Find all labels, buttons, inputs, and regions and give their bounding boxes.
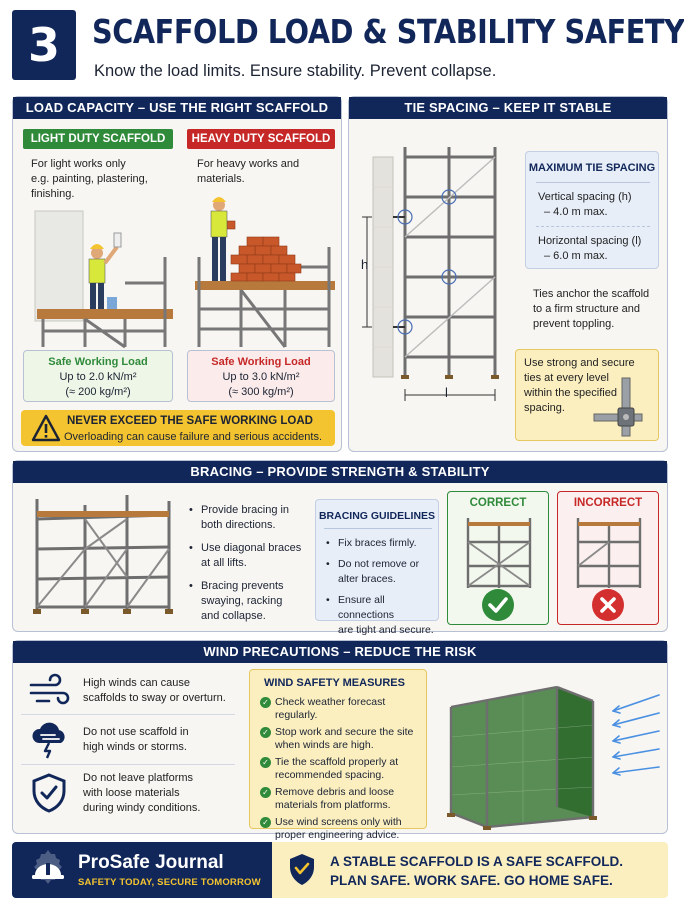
vertical-spacing: Vertical spacing (h) – 4.0 m max. [538,191,632,218]
footer-brand-name: ProSafe Journal [78,852,224,873]
footer-message [272,842,668,898]
guideline-1: • Fix braces firmly. [326,536,438,551]
section-number-badge: 3 [12,10,76,80]
check-icon: ✓ [260,697,271,708]
page-subtitle: Know the load limits. Ensure stability. Prevent collapse. [94,62,497,80]
wind-measure-5: ✓ Use wind screens only with proper engineering advice. [260,816,424,842]
heavy-duty-description: For heavy works and materials. [197,158,300,185]
shield-badge-icon [288,853,316,887]
coupler-clamp-icon [592,376,656,438]
warning-title: NEVER EXCEED THE SAFE WORKING LOAD [67,415,313,427]
tie-spacing-panel [348,96,668,452]
horizontal-spacing: Horizontal spacing (l) – 6.0 m max. [538,235,642,262]
tie-spacing-heading: TIE SPACING – KEEP IT STABLE [349,97,667,119]
wind-safety-measures-box [249,669,427,841]
light-duty-scaffold-illustration [25,197,175,347]
check-icon: ✓ [260,757,271,768]
incorrect-scaffold-illustration [572,514,646,590]
maximum-tie-spacing-box [525,151,659,269]
bracing-heading: BRACING – PROVIDE STRENGTH & STABILITY [13,461,667,483]
shield-check-icon [31,773,67,813]
bracing-bullets [189,503,315,632]
heavy-duty-tag: HEAVY DUTY SCAFFOLD [187,129,335,149]
check-icon: ✓ [260,787,271,798]
wind-item-1: High winds can cause scaffolds to sway or overturn. [21,671,235,715]
braced-scaffold-illustration [27,489,179,619]
bracing-bullet-2: • Use diagonal braces at all lifts. [189,541,315,571]
wind-screened-scaffold-illustration [437,667,663,833]
bracing-bullet-3: • Bracing prevents swaying, racking and collapse. [189,579,315,624]
header [0,0,684,92]
tie-anchor-text: Ties anchor the scaffold to a firm structure and prevent toppling. [533,288,650,330]
tie-tip-box: Use strong and secure ties at every level within the specified spacing. [515,349,659,441]
incorrect-label: INCORRECT [573,497,643,509]
dimension-l-label: l [445,385,448,400]
wind-measure-2: ✓ Stop work and secure the site when winds are high. [260,726,424,752]
correct-label: CORRECT [469,497,527,509]
dimension-h-label: h [361,257,369,272]
wind-measure-1: ✓ Check weather forecast regularly. [260,696,424,722]
footer-message-line-2: PLAN SAFE. WORK SAFE. GO HOME SAFE. [330,873,613,888]
bracing-bullet-1: • Provide bracing in both directions. [189,503,315,533]
wind-measure-4: ✓ Remove debris and loose materials from platforms. [260,786,424,812]
light-duty-description: For light works only e.g. painting, plastering, finishing. [31,158,148,200]
wind-item-3: Do not leave platforms with loose materials during windy conditions. [21,767,235,827]
footer-brand [12,842,272,898]
light-duty-safe-working-load: Safe Working Load Up to 2.0 kN/m² (≈ 200 kg/m²) [23,350,173,402]
load-capacity-heading: LOAD CAPACITY – USE THE RIGHT SCAFFOLD [13,97,341,119]
tie-spacing-scaffold-diagram [353,127,517,409]
bracing-guidelines-box [315,499,439,636]
overload-warning [21,410,335,446]
load-capacity-panel [12,96,342,452]
heavy-duty-safe-working-load: Safe Working Load Up to 3.0 kN/m² (≈ 300 kg/m²) [187,350,335,402]
bracing-panel [12,460,668,636]
check-circle-icon [481,588,515,622]
guideline-3: • Ensure all connections are tight and secure. [326,593,438,638]
check-icon: ✓ [260,817,271,828]
cross-circle-icon [591,588,625,622]
check-icon: ✓ [260,727,271,738]
storm-cloud-icon [29,721,71,759]
wind-item-2: Do not use scaffold in high winds or storms. [21,717,235,765]
heavy-duty-scaffold-illustration [189,197,339,347]
wind-measure-3: ✓ Tie the scaffold properly at recommended spacing. [260,756,424,782]
wind-measures-title: WIND SAFETY MEASURES [264,677,405,689]
guideline-2: • Do not remove or alter braces. [326,557,438,587]
hard-hat-gear-logo-icon [26,848,70,892]
wind-precautions-heading: WIND PRECAUTIONS – REDUCE THE RISK [13,641,667,663]
page-title: SCAFFOLD LOAD & STABILITY SAFETY [92,12,684,51]
incorrect-bracing-card [557,491,659,625]
wind-precautions-panel [12,640,668,841]
warning-text: Overloading can cause failure and serious accidents. [63,431,323,443]
wind-icon [29,677,71,707]
max-tie-spacing-title: MAXIMUM TIE SPACING [528,162,656,174]
correct-bracing-card [447,491,549,625]
footer-message-line-1: A STABLE SCAFFOLD IS A SAFE SCAFFOLD. [330,854,623,869]
correct-scaffold-illustration [462,514,536,590]
bracing-guidelines-title: BRACING GUIDELINES [318,510,436,522]
light-duty-tag: LIGHT DUTY SCAFFOLD [23,129,173,149]
footer-tagline: SAFETY TODAY, SECURE TOMORROW [78,877,261,888]
